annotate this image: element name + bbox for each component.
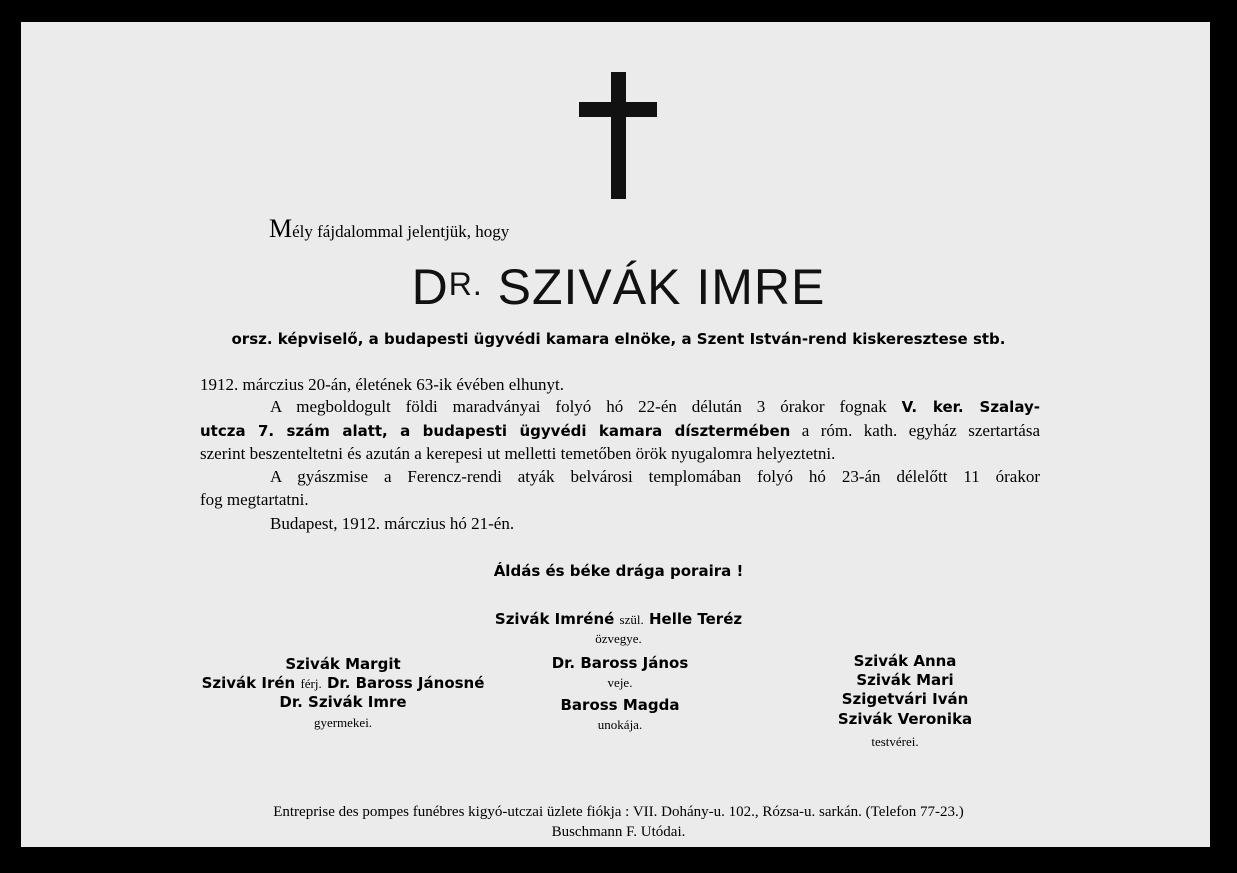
children-role: gyermekei. [313, 715, 373, 730]
blessing: Áldás és béke drága poraira ! [493, 562, 744, 580]
child-1: Szivák Margit [285, 655, 401, 673]
child-2: Szivák Irén férj. Dr. Baross Jánosné [201, 674, 485, 692]
sibling-2: Szivák Mari [856, 671, 954, 689]
son-in-law-name: Dr. Baross János [551, 654, 689, 672]
grandchild-role: unokája. [597, 717, 643, 732]
widow-name: Szivák Imréné szül. Helle Teréz [494, 610, 743, 628]
sibling-3: Szigetvári Iván [841, 690, 969, 708]
deceased-titles: orsz. képviselő, a budapesti ügyvédi kamara elnöke, a Szent István-rend kiskeresztese stb. [231, 330, 1006, 348]
mass-line-1: A gyászmise a Ferencz-rendi atyák belvárosi templomában folyó hó 23-án délelőtt 11 órakor [270, 467, 1040, 486]
funeral-line-3: szerint beszenteltetni és azután a kerepesi ut melletti temetőben örök nyugalomra helyeztetni. [200, 444, 836, 463]
footer-line-1: Entreprise des pompes funébres kigyó-utczai üzlete fiókja : VII. Dohány-u. 102., Rózsa-u. sarkán. (Telefon 77-23.) [273, 804, 964, 820]
funeral-line-2: utcza 7. szám alatt, a budapesti ügyvédi kamara dísztermében a róm. kath. egyház szertartása [200, 421, 1040, 440]
funeral-line-1: A megboldogult földi maradványai folyó hó 22-én délután 3 órakor fognak V. ker. Szalay- [270, 397, 1040, 416]
siblings-role: testvérei. [871, 734, 919, 749]
widow-role: özvegye. [595, 631, 642, 646]
cross-icon [611, 72, 626, 199]
child-3: Dr. Szivák Imre [279, 693, 407, 711]
footer-line-2: Buschmann F. Utódai. [551, 824, 686, 840]
son-in-law-role: veje. [607, 675, 633, 690]
sibling-1: Szivák Anna [853, 652, 957, 670]
date-line: Budapest, 1912. márczius hó 21-én. [270, 514, 515, 533]
death-line: 1912. márczius 20-án, életének 63-ik évében elhunyt. [200, 375, 564, 394]
deceased-name: $D^{R.}$ SZIVÁK IMRE [411, 259, 826, 315]
sibling-4: Szivák Veronika [837, 710, 973, 728]
intro-line: Mély fájdalommal jelentjük, hogy [269, 214, 510, 243]
mass-line-2: fog megtartatni. [200, 490, 309, 509]
cross-icon-bar [579, 102, 657, 117]
grandchild-name: Baross Magda [560, 696, 680, 714]
